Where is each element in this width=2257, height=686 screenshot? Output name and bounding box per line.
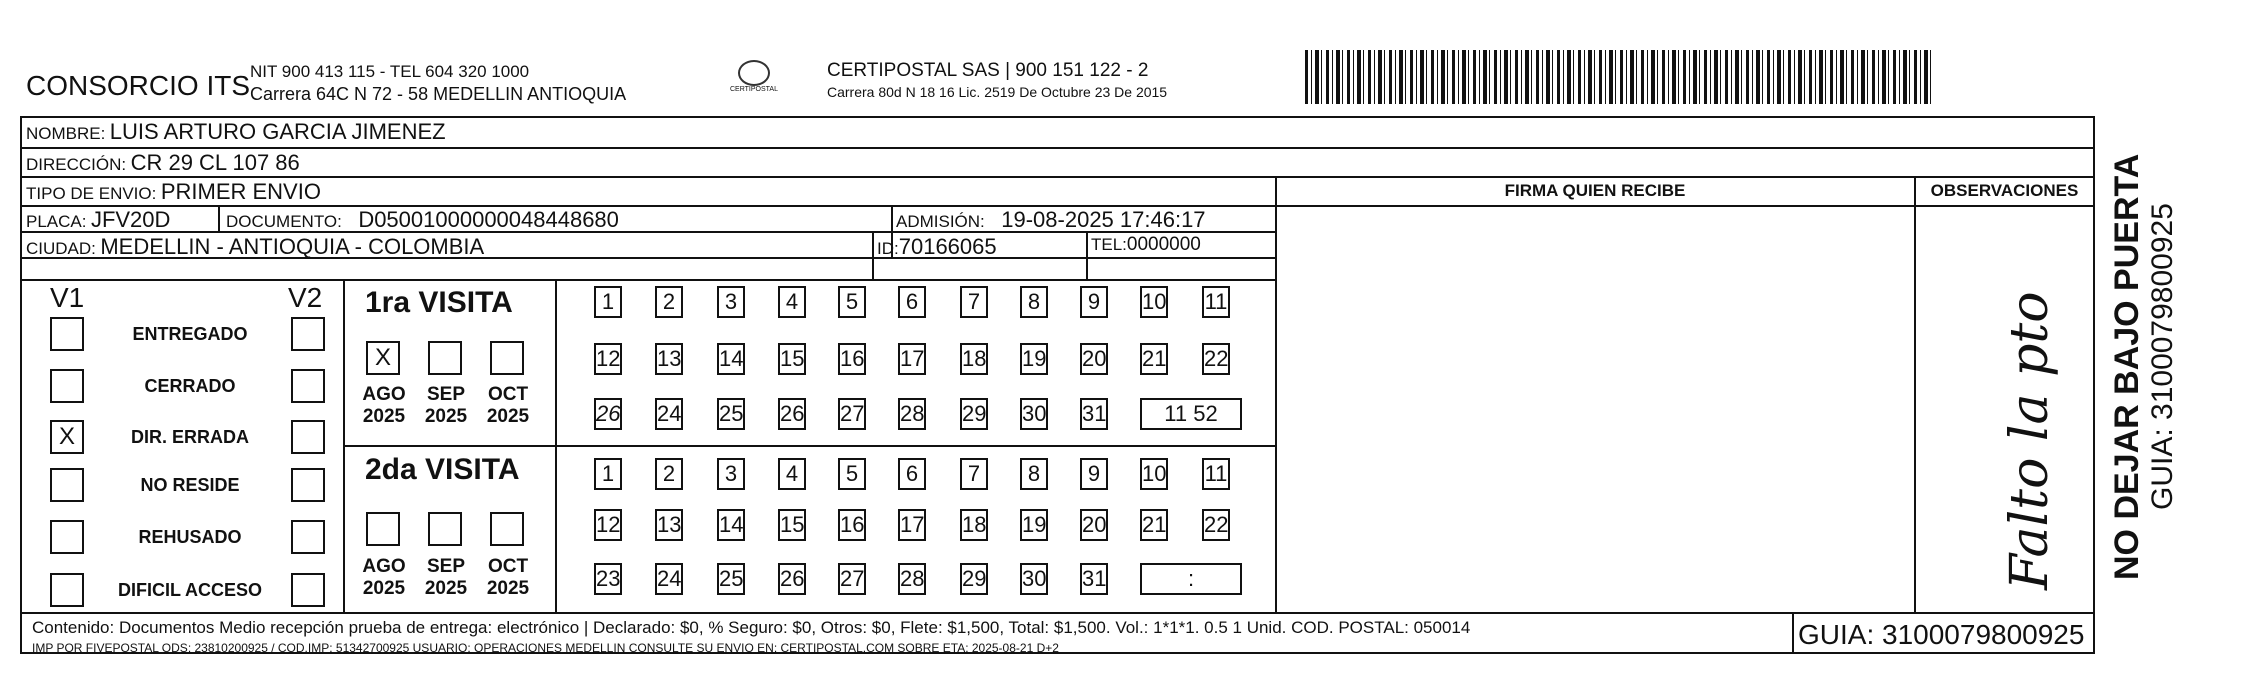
day-box[interactable]: 17	[898, 509, 926, 541]
tel-label: TEL:	[1091, 235, 1127, 254]
ciudad-label: CIUDAD:	[26, 239, 96, 258]
v2-checkbox[interactable]	[291, 520, 325, 554]
admision-label: ADMISIÓN:	[896, 212, 985, 231]
admision-row	[896, 207, 1206, 233]
month-checkbox[interactable]	[490, 512, 524, 546]
v2-checkbox[interactable]	[291, 573, 325, 607]
month-checkbox[interactable]	[428, 341, 462, 375]
day-box[interactable]: 9	[1080, 458, 1108, 490]
v2-checkbox[interactable]	[291, 468, 325, 502]
certipostal-address: Carrera 80d N 18 16 Lic. 2519 De Octubre 23 De 2015	[827, 84, 1168, 100]
documento-value: D05001000000048448680	[358, 207, 619, 232]
v2-checkbox[interactable]	[291, 317, 325, 351]
day-box[interactable]: 5	[838, 286, 866, 318]
day-box[interactable]: 30	[1020, 398, 1048, 430]
footer-guia: GUIA: 3100079800925	[1798, 619, 2085, 650]
day-box[interactable]: 24	[655, 563, 683, 595]
day-box[interactable]: 25	[717, 563, 745, 595]
day-box[interactable]: 23	[594, 563, 622, 595]
day-box[interactable]: 26	[778, 563, 806, 595]
day-box[interactable]: 26	[594, 398, 622, 430]
direccion-label: DIRECCIÓN:	[26, 155, 127, 174]
tel-value: 0000000	[1126, 234, 1201, 255]
v1-checkbox[interactable]	[50, 369, 84, 403]
month-checkbox[interactable]	[366, 512, 400, 546]
day-box[interactable]: 7	[960, 458, 988, 490]
v1-checkbox[interactable]	[50, 317, 84, 351]
day-box[interactable]: 31	[1080, 398, 1108, 430]
day-box[interactable]: 8	[1020, 458, 1048, 490]
v1-checkbox[interactable]	[50, 520, 84, 554]
day-box[interactable]: 29	[960, 398, 988, 430]
contenido-text: Contenido: Documentos Medio recepción prueba de entrega: electrónico | Declarado: $0, % Seguro: $0, Otros: $0, Flete: $1,500, Total: $1,500. Vol.: 1*1*1. 0.5 1 Unid. COD. POSTAL: 050014	[32, 618, 1471, 637]
v2-checkbox[interactable]	[291, 420, 325, 454]
col-divider	[1275, 176, 1277, 612]
firma-label: FIRMA QUIEN RECIBE	[1504, 181, 1686, 200]
row-divider	[20, 279, 1275, 281]
day-box[interactable]: 21	[1140, 343, 1168, 375]
day-box[interactable]: 7	[960, 286, 988, 318]
day-box[interactable]: 10	[1140, 286, 1168, 318]
row-divider	[20, 612, 2095, 614]
address-line: Carrera 64C N 72 - 58 MEDELLIN ANTIOQUIA	[250, 84, 627, 104]
col-divider	[1914, 176, 1916, 612]
visit2-title: 2da VISITA	[365, 453, 520, 486]
ciudad-row	[26, 234, 484, 260]
documento-row	[226, 207, 619, 233]
option-label: DIR. ERRADA	[130, 427, 249, 447]
day-box[interactable]: 3	[717, 286, 745, 318]
barcode	[1305, 50, 1935, 104]
day-box[interactable]: 6	[898, 458, 926, 490]
day-box[interactable]: 2	[655, 458, 683, 490]
day-box[interactable]: 2	[655, 286, 683, 318]
day-box[interactable]: 15	[778, 509, 806, 541]
day-box[interactable]: 29	[960, 563, 988, 595]
v1-checkbox[interactable]	[50, 468, 84, 502]
year-label: 2025	[486, 406, 530, 427]
direccion-value: CR 29 CL 107 86	[130, 150, 300, 175]
day-box[interactable]: 3	[717, 458, 745, 490]
day-box[interactable]: 5	[838, 458, 866, 490]
v1-checkbox[interactable]: X	[50, 420, 84, 454]
day-box[interactable]: 18	[960, 343, 988, 375]
day-box[interactable]: 9	[1080, 286, 1108, 318]
documento-label: DOCUMENTO:	[226, 212, 342, 231]
day-box[interactable]: 1	[594, 286, 622, 318]
day-box[interactable]: 25	[717, 398, 745, 430]
day-box[interactable]: 28	[898, 398, 926, 430]
placa-label: PLACA:	[26, 212, 87, 231]
col-divider	[2093, 176, 2095, 612]
v2-checkbox[interactable]	[291, 369, 325, 403]
day-box[interactable]: 20	[1080, 343, 1108, 375]
imp-text: IMP POR FIVEPOSTAL ODS: 23810200925 / COD.IMP: 51342700925 USUARIO: OPERACIONES MEDELLIN CONSULTE SU ENVIO EN: CERTIPOSTAL.COM SOBRE ETA: 2025-08-21 D+2	[32, 641, 1059, 655]
day-box[interactable]: 4	[778, 286, 806, 318]
day-box[interactable]: 20	[1080, 509, 1108, 541]
logo-icon	[738, 60, 770, 86]
month-label: SEP	[426, 556, 466, 577]
option-label: REHUSADO	[138, 527, 242, 547]
v1-label: V1	[50, 282, 85, 313]
day-box[interactable]: 31	[1080, 563, 1108, 595]
nombre-row	[26, 119, 446, 145]
day-box[interactable]: 16	[838, 343, 866, 375]
row-divider	[20, 147, 2095, 149]
day-box[interactable]: 13	[655, 509, 683, 541]
visit1-title: 1ra VISITA	[365, 286, 513, 319]
day-box[interactable]: 22	[1202, 343, 1230, 375]
option-label: DIFICIL ACCESO	[117, 580, 262, 600]
day-box[interactable]: 27	[838, 398, 866, 430]
month-label: OCT	[487, 556, 529, 577]
day-box[interactable]: 24	[655, 398, 683, 430]
month-checkbox[interactable]	[490, 341, 524, 375]
day-box[interactable]: 11	[1202, 458, 1230, 490]
option-label: CERRADO	[144, 376, 236, 396]
observaciones-label: OBSERVACIONES	[1930, 181, 2079, 200]
certipostal-line: CERTIPOSTAL SAS | 900 151 122 - 2	[827, 60, 1149, 81]
day-box[interactable]: 19	[1020, 343, 1048, 375]
admision-value: 19-08-2025 17:46:17	[1001, 207, 1206, 232]
month-checkbox[interactable]: X	[366, 341, 400, 375]
day-box[interactable]: 22	[1202, 509, 1230, 541]
no-dejar-text: NO DEJAR BAJO PUERTA	[2108, 153, 2146, 580]
company-name: CONSORCIO ITS	[26, 70, 251, 101]
day-box[interactable]: 4	[778, 458, 806, 490]
v1-checkbox[interactable]	[50, 573, 84, 607]
col-divider	[218, 205, 220, 231]
placa-value: JFV20D	[90, 207, 171, 232]
row-divider	[1276, 205, 2095, 207]
time-box[interactable]: 11 52	[1140, 398, 1242, 430]
day-box[interactable]: 19	[1020, 509, 1048, 541]
ciudad-value: MEDELLIN - ANTIOQUIA - COLOMBIA	[100, 234, 485, 259]
tel-row	[1091, 234, 1201, 256]
year-label: 2025	[424, 578, 468, 599]
month-label: OCT	[487, 384, 529, 405]
option-label: ENTREGADO	[132, 324, 248, 344]
day-box[interactable]: 15	[778, 343, 806, 375]
nombre-label: NOMBRE:	[26, 124, 106, 143]
day-box[interactable]: 12	[594, 509, 622, 541]
year-label: 2025	[362, 578, 406, 599]
day-box[interactable]: 21	[1140, 509, 1168, 541]
logo-text: CERTIPOSTAL	[730, 86, 778, 93]
month-checkbox[interactable]	[428, 512, 462, 546]
placa-row	[26, 207, 170, 233]
day-box[interactable]: 26	[778, 398, 806, 430]
tipo-label: TIPO DE ENVIO:	[26, 184, 157, 203]
day-box[interactable]: 14	[717, 343, 745, 375]
day-box[interactable]: 17	[898, 343, 926, 375]
day-box[interactable]: 16	[838, 509, 866, 541]
day-box[interactable]: 18	[960, 509, 988, 541]
id-row	[877, 234, 997, 260]
day-box[interactable]: 27	[838, 563, 866, 595]
certipostal-logo	[718, 60, 790, 104]
visit-divider	[343, 445, 1275, 447]
id-label: ID:	[877, 239, 899, 258]
side-guia: GUIA: 3100079800925	[2146, 203, 2179, 510]
time-box[interactable]: :	[1140, 563, 1242, 595]
year-label: 2025	[362, 406, 406, 427]
nombre-value: LUIS ARTURO GARCIA JIMENEZ	[109, 119, 446, 144]
year-label: 2025	[486, 578, 530, 599]
day-box[interactable]: 30	[1020, 563, 1048, 595]
month-label: SEP	[426, 384, 466, 405]
month-label: AGO	[362, 556, 406, 577]
nit-line: NIT 900 413 115 - TEL 604 320 1000	[250, 62, 530, 81]
v2-label: V2	[288, 282, 323, 313]
col-divider	[1086, 231, 1088, 279]
day-box[interactable]: 12	[594, 343, 622, 375]
month-label: AGO	[362, 384, 406, 405]
id-value: 70166065	[898, 234, 997, 259]
day-box[interactable]: 28	[898, 563, 926, 595]
col-divider	[872, 231, 874, 279]
day-box[interactable]: 8	[1020, 286, 1048, 318]
direccion-row	[26, 150, 300, 176]
day-box[interactable]: 14	[717, 509, 745, 541]
day-box[interactable]: 13	[655, 343, 683, 375]
handwritten-note: Falto la pto	[2000, 291, 2060, 590]
day-box[interactable]: 1	[594, 458, 622, 490]
option-label: NO RESIDE	[140, 475, 240, 495]
row-divider	[20, 176, 2095, 178]
year-label: 2025	[424, 406, 468, 427]
tipo-value: PRIMER ENVIO	[160, 179, 321, 204]
day-box[interactable]: 10	[1140, 458, 1168, 490]
col-divider	[1792, 612, 1794, 654]
tipo-row	[26, 179, 321, 205]
day-box[interactable]: 6	[898, 286, 926, 318]
day-box[interactable]: 11	[1202, 286, 1230, 318]
